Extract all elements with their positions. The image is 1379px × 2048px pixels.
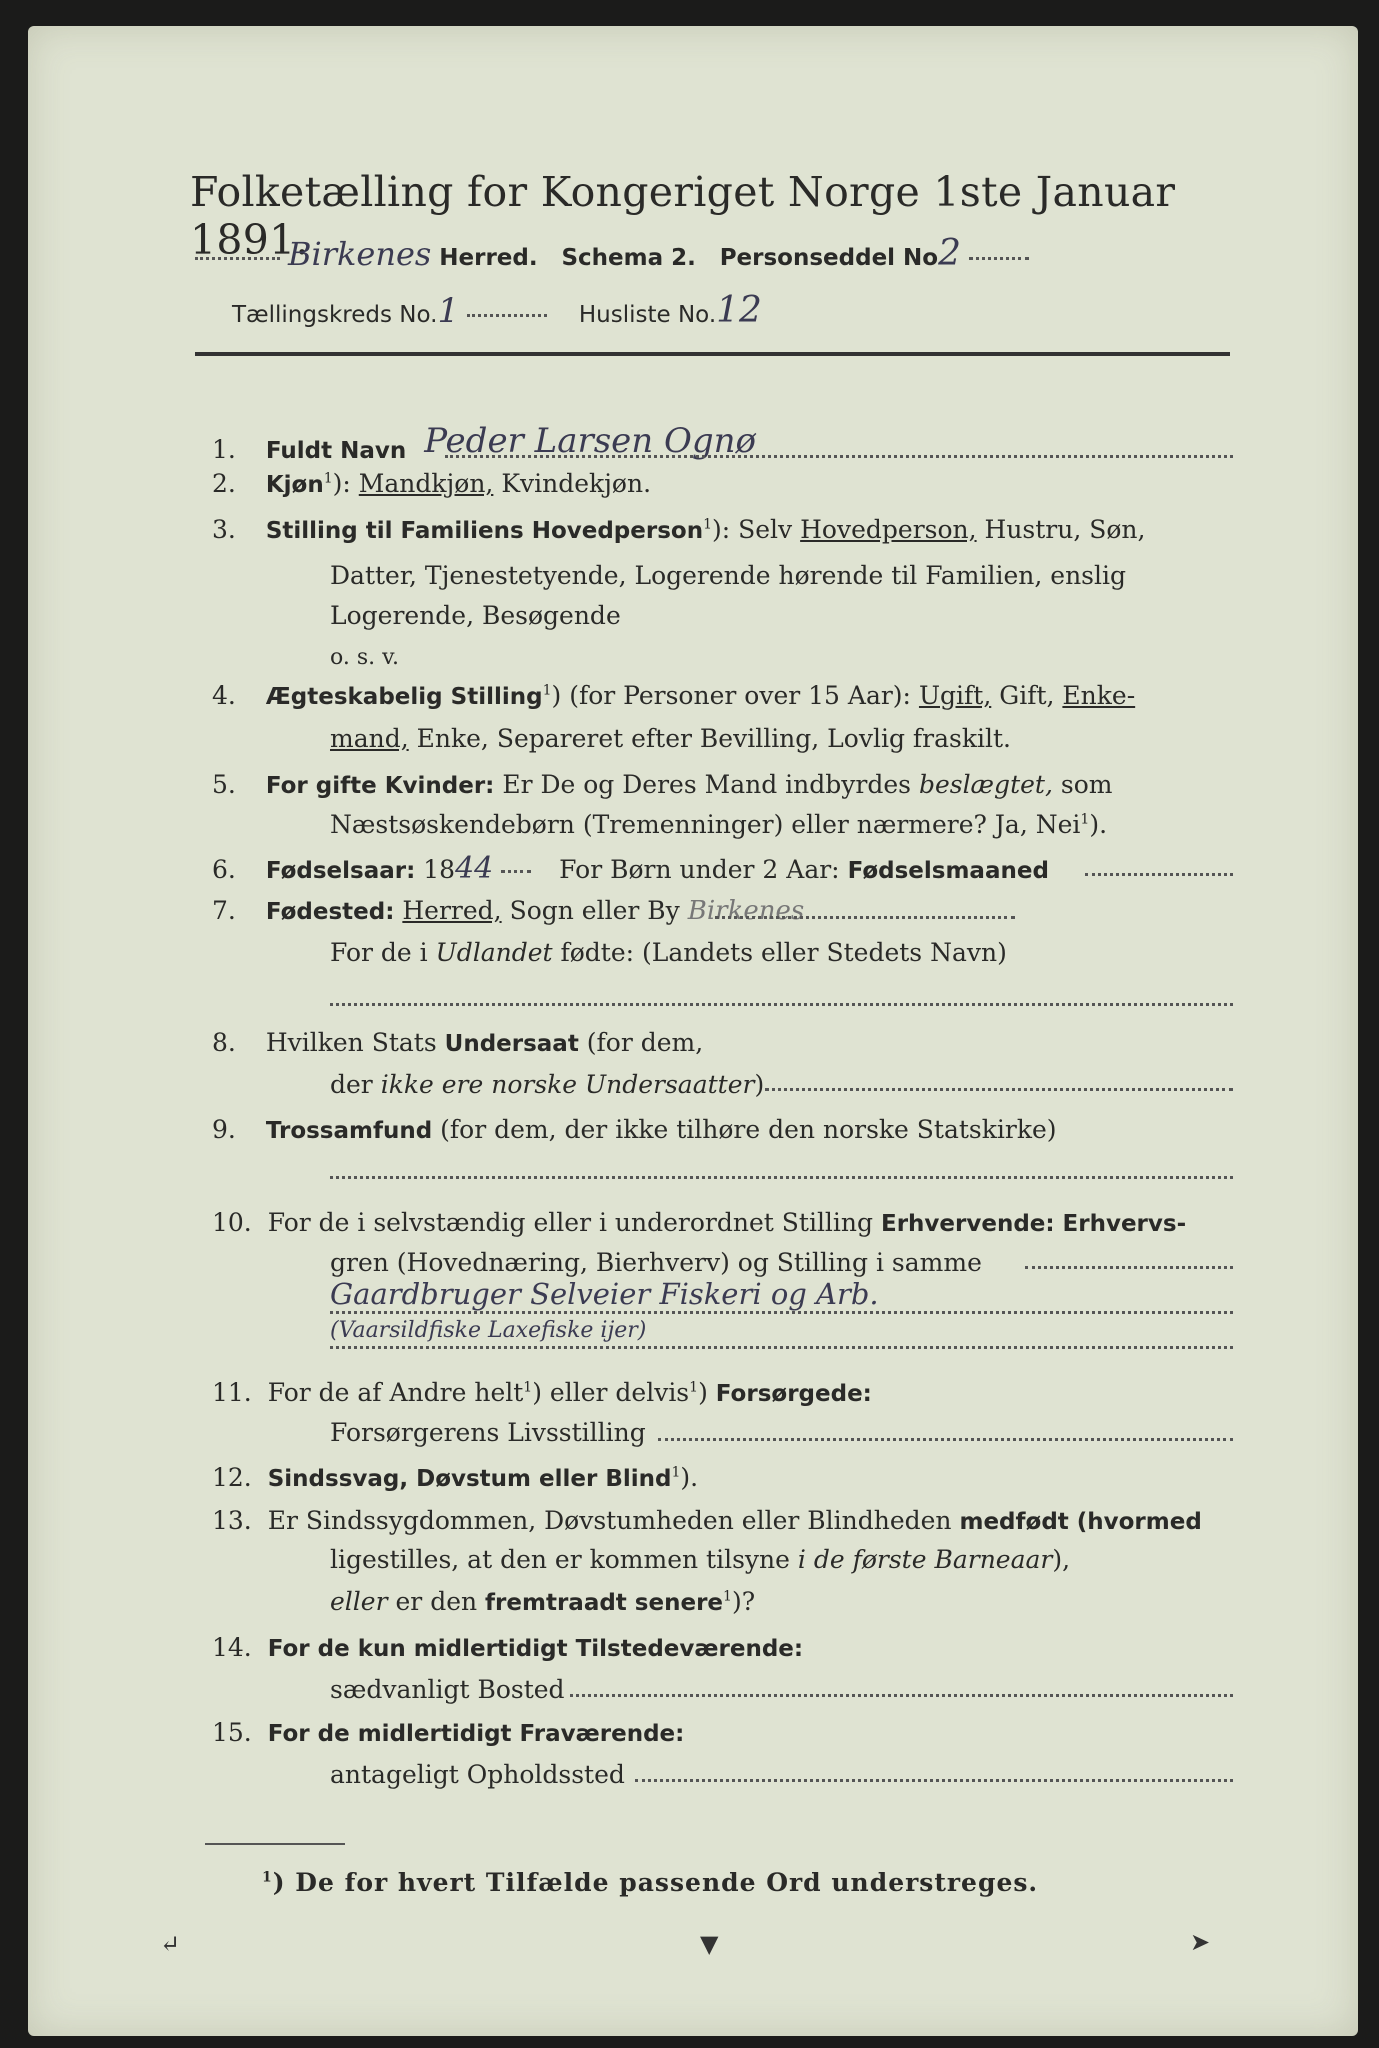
q10: 10. For de i selvstændig eller i underordnet Stilling Erhvervende: Erhvervs-: [212, 1208, 1187, 1237]
q10-value-2: (Vaarsildfiske Laxefiske ijer): [330, 1318, 647, 1343]
q3: 3. Stilling til Familiens Hovedperson$^1$): Selv Hovedperson, Hustru, Søn,: [212, 515, 1146, 544]
q15: 15. For de midlertidigt Fraværende:: [212, 1718, 685, 1747]
taellingskreds-line: [232, 290, 762, 331]
q7: 7. Fødested: Herred, Sogn eller By Birkenes: [212, 896, 805, 926]
q11: 11. For de af Andre helt$^1$) eller delvis$^1$) Forsørgede:: [212, 1378, 872, 1407]
header-rule: [195, 352, 1230, 356]
center-mark: ▼: [700, 1930, 719, 1958]
q1-label: Fuldt Navn: [265, 438, 407, 464]
taellingskreds-value: 1: [437, 291, 460, 331]
q10-value-1: Gaardbruger Selveier Fiskeri og Arb.: [330, 1277, 879, 1311]
herred-label: Herred.: [439, 245, 538, 271]
corner-mark-right: ➤: [1190, 1928, 1211, 1956]
q14: 14. For de kun midlertidigt Tilstedeværende:: [212, 1633, 804, 1662]
q1-value: Peder Larsen Ognø: [424, 421, 757, 461]
herred-line: [195, 233, 1029, 274]
q9: 9. Trossamfund (for dem, der ikke tilhøre den norske Statskirke): [212, 1115, 1057, 1144]
personseddel-label: Personseddel No: [719, 245, 939, 271]
corner-mark-left: ↵: [160, 1930, 181, 1958]
q4: 4. Ægteskabelig Stilling$^1$) (for Personer over 15 Aar): Ugift, Gift, Enke-: [212, 681, 1136, 710]
schema-label: Schema 2.: [561, 245, 696, 271]
footnote: $^1$) De for hvert Tilfælde passende Ord understreges.: [262, 1868, 1039, 1897]
q13: 13. Er Sindssygdommen, Døvstumheden eller Blindheden medfødt (hvormed: [212, 1506, 1202, 1535]
q7-value: Birkenes: [687, 896, 805, 926]
q2-mandkjon: Mandkjøn,: [358, 469, 494, 498]
footnote-rule: [205, 1843, 345, 1845]
q5: 5. For gifte Kvinder: Er De og Deres Mand indbyrdes beslægtet, som: [212, 770, 1113, 799]
husliste-value: 12: [716, 290, 762, 331]
herred-value: Birkenes: [287, 235, 432, 273]
husliste-label: Husliste No.: [578, 302, 717, 328]
taellingskreds-label: Tællingskreds No.: [232, 302, 438, 328]
q12: 12. Sindssvag, Døvstum eller Blind$^1$).: [212, 1463, 699, 1492]
q3-hovedperson: Hovedperson,: [800, 515, 977, 544]
q2: 2. Kjøn$^1$): Mandkjøn, Kvindekjøn.: [212, 469, 652, 498]
form-title: Folketælling for Kongeriget Norge 1ste Januar 1891.: [190, 168, 1176, 264]
q6-value: 44: [455, 851, 494, 886]
q8: 8. Hvilken Stats Undersaat (for dem,: [212, 1028, 704, 1057]
q6: 6. Fødselsaar: 1844 For Børn under 2 Aar: Fødselsmaaned: [212, 851, 1049, 886]
personseddel-value: 2: [938, 233, 962, 274]
q1: 1. Fuldt Navn Peder Larsen Ognø: [212, 421, 757, 464]
